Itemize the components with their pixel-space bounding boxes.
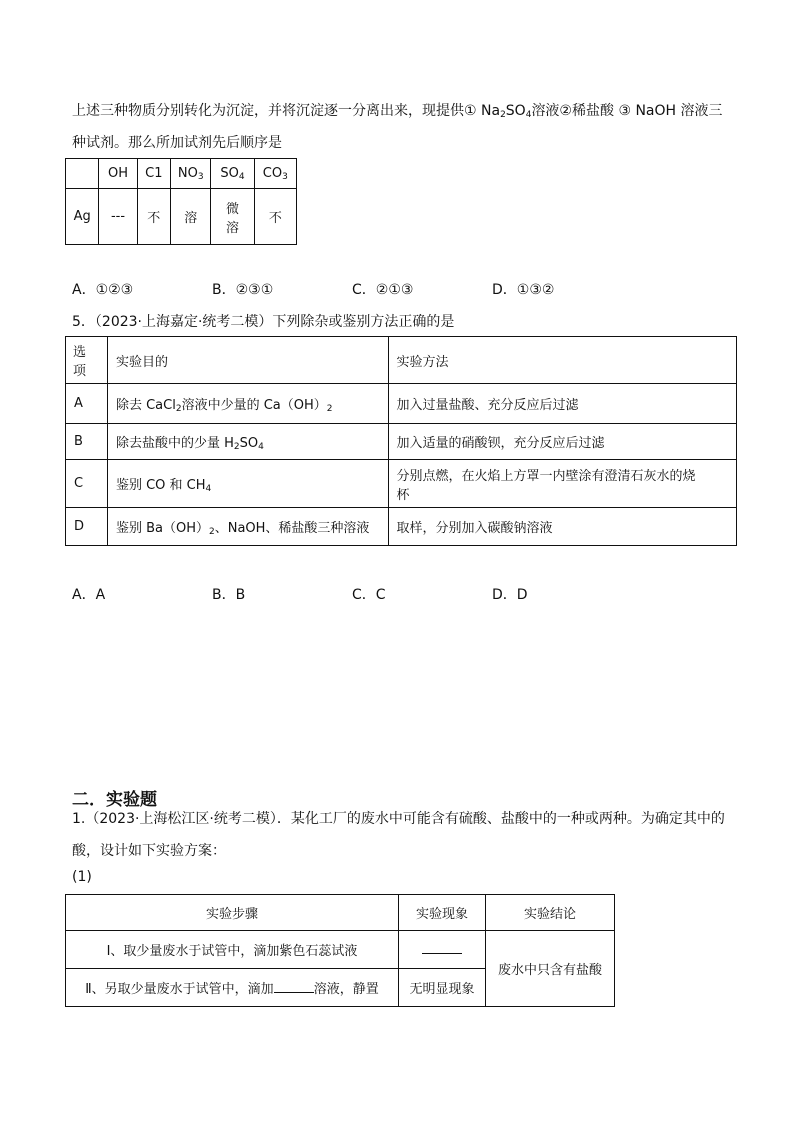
table-row — [66, 460, 737, 508]
purpose-text: 除去盐酸中的少量 H — [115, 435, 234, 451]
conclusion: 废水中只含有盐酸 — [486, 931, 615, 1007]
q1-line-1: 1.（2023·上海松江区·统考二模）．某化工厂的废水中可能含有硫酸、盐酸中的一种或两种。为确定其中的 — [72, 811, 725, 827]
header-text: SO — [220, 165, 239, 181]
intro-text-b: SO — [505, 103, 526, 119]
row-method — [388, 460, 736, 508]
purpose-text: 、NaOH、稀盐酸三种溶液 — [214, 520, 370, 536]
table-cell: 不 — [254, 189, 296, 245]
q5-option-c: C．C — [352, 587, 386, 603]
table-header-no3 — [170, 159, 210, 189]
answer-blank[interactable] — [422, 941, 462, 954]
table-cell — [66, 159, 99, 189]
step-2-text-b: 溶液，静置 — [313, 982, 379, 997]
purpose-sub: 4 — [258, 441, 264, 452]
table-row — [66, 931, 615, 969]
method-line-1: 分别点燃，在火焰上方罩一内壁涂有澄清石灰水的烧 — [396, 468, 696, 484]
header-sub: 3 — [197, 171, 204, 182]
row-label: D — [66, 508, 108, 546]
table-cell — [211, 189, 254, 245]
table-row — [66, 895, 615, 931]
row-label: B — [66, 424, 108, 460]
head-purpose: 实验目的 — [107, 337, 388, 384]
purpose-sub: 2 — [326, 403, 333, 414]
row-purpose — [107, 424, 388, 460]
table-cell: 溶 — [170, 189, 210, 245]
header-text: NO — [177, 165, 198, 181]
table-header-so4 — [211, 159, 254, 189]
cell-line-2: 溶 — [226, 220, 240, 236]
step-1: Ⅰ、取少量废水于试管中，滴加紫色石蕊试液 — [66, 931, 399, 969]
row-method: 取样，分别加入碳酸钠溶液 — [388, 508, 736, 546]
intro-text-c: 溶液②稀盐酸 ③ NaOH 溶液三 — [531, 103, 723, 119]
purpose-text: 除去 CaCl — [115, 397, 176, 413]
q5-option-d: D．D — [492, 587, 528, 603]
head-steps: 实验步骤 — [66, 895, 399, 931]
intro-sub-1: 2 — [500, 110, 506, 120]
q5-stem: 5．（2023·上海嘉定·统考二模）下列除杂或鉴别方法正确的是 — [72, 314, 455, 330]
q4-option-b: B．②③① — [212, 282, 274, 298]
row-label: A — [66, 384, 108, 424]
table-header-oh — [99, 159, 137, 189]
head-option-line-2: 项 — [73, 364, 87, 379]
part-label: (1) — [72, 869, 92, 885]
step-2-text-a: Ⅱ、另取少量废水于试管中，滴加 — [85, 982, 274, 997]
intro-sub-2: 4 — [525, 110, 532, 120]
q4-option-c: C．②①③ — [352, 282, 414, 298]
head-option-line-1: 选 — [73, 345, 87, 360]
table-cell: 不 — [137, 189, 170, 245]
intro-text-a: 上述三种物质分别转化为沉淀，并将沉淀逐一分离出来，现提供① Na — [72, 103, 501, 119]
head-phenomenon: 实验现象 — [399, 895, 486, 931]
header-sub: 4 — [238, 171, 245, 182]
experiment-table — [65, 894, 615, 1007]
q5-option-a: A．A — [72, 587, 106, 603]
purpose-text: SO — [239, 435, 259, 451]
intro-line-2: 种试剂。那么所加试剂先后顺序是 — [72, 135, 282, 151]
purpose-sub: 2 — [233, 441, 240, 452]
row-method: 加入过量盐酸、充分反应后过滤 — [388, 384, 736, 424]
purpose-sub: 4 — [205, 483, 212, 494]
q5-option-b: B．B — [212, 587, 246, 603]
header-text: OH — [107, 166, 128, 181]
section-title: 二．实验题 — [72, 790, 157, 810]
q4-option-a: A．①②③ — [72, 282, 134, 298]
table-cell: --- — [99, 189, 137, 245]
q1-line-2: 酸，设计如下实验方案： — [72, 843, 226, 859]
step-2 — [66, 969, 399, 1007]
table-row — [66, 384, 737, 424]
phenomenon-1-blank[interactable] — [399, 931, 486, 969]
head-option — [66, 337, 108, 384]
intro-line-1 — [72, 100, 723, 120]
answer-blank[interactable] — [274, 980, 314, 993]
table-row — [66, 424, 737, 460]
purpose-text: 鉴别 Ba（OH） — [115, 520, 209, 536]
header-text: C1 — [145, 166, 163, 181]
row-label-ag: Ag — [66, 189, 99, 245]
q5-table — [65, 336, 737, 546]
purpose-text: 鉴别 CO 和 CH — [115, 477, 206, 493]
table-row — [66, 508, 737, 546]
table-header-cl — [137, 159, 170, 189]
head-method: 实验方法 — [388, 337, 736, 384]
purpose-sub: 2 — [208, 526, 215, 537]
row-purpose — [107, 508, 388, 546]
phenomenon-2: 无明显现象 — [399, 969, 486, 1007]
q4-option-d: D．①③② — [492, 282, 555, 298]
head-conclusion: 实验结论 — [486, 895, 615, 931]
table-row — [66, 159, 297, 189]
row-method: 加入适量的硝酸钡，充分反应后过滤 — [388, 424, 736, 460]
row-purpose — [107, 460, 388, 508]
header-text: CO — [262, 165, 283, 181]
table-header-co3 — [254, 159, 296, 189]
header-sub: 3 — [282, 171, 288, 182]
cell-line-1: 微 — [226, 201, 240, 217]
row-purpose — [107, 384, 388, 424]
table-row — [66, 189, 297, 245]
row-label: C — [66, 460, 108, 508]
method-line-2: 杯 — [396, 487, 410, 503]
solubility-table — [65, 158, 297, 245]
purpose-text: 溶液中少量的 Ca（OH） — [181, 397, 327, 413]
purpose-sub: 2 — [175, 403, 182, 414]
table-row — [66, 337, 737, 384]
